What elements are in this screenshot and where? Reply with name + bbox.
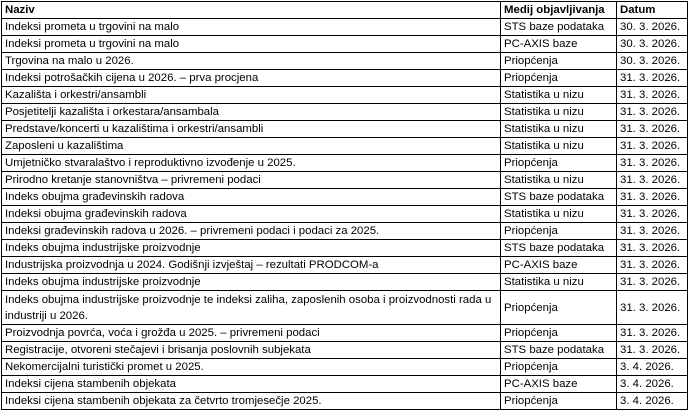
cell-medium: Priopćenja: [501, 70, 617, 87]
table-row: [2, 172, 688, 189]
cell-date: 31. 3. 2026.: [617, 257, 688, 274]
cell-date: 3. 4. 2026.: [617, 393, 688, 410]
cell-date: 30. 3. 2026.: [617, 36, 688, 53]
table-row: [2, 376, 688, 393]
cell-medium: Priopćenja: [501, 393, 617, 410]
table-row: [2, 342, 688, 359]
cell-date: 30. 3. 2026.: [617, 53, 688, 70]
cell-name: Indeksi potrošačkih cijena u 2026. – prva procjena: [2, 70, 501, 87]
cell-medium: STS baze podataka: [501, 189, 617, 206]
table-row: [2, 291, 688, 325]
cell-name: Prirodno kretanje stanovništva – privremeni podaci: [2, 172, 501, 189]
cell-medium: STS baze podataka: [501, 19, 617, 36]
table-header-row: [2, 2, 688, 19]
cell-date: 31. 3. 2026.: [617, 223, 688, 240]
cell-date: 31. 3. 2026.: [617, 155, 688, 172]
cell-name: Indeksi obujma građevinskih radova: [2, 206, 501, 223]
cell-date: 3. 4. 2026.: [617, 359, 688, 376]
cell-name: Nekomercijalni turistički promet u 2025.: [2, 359, 501, 376]
release-calendar-table: [1, 1, 688, 410]
cell-name: Indeks obujma industrijske proizvodnje: [2, 274, 501, 291]
cell-medium: STS baze podataka: [501, 342, 617, 359]
cell-name: Zaposleni u kazalištima: [2, 138, 501, 155]
cell-name: Trgovina na malo u 2026.: [2, 53, 501, 70]
table-row: [2, 104, 688, 121]
cell-name: Industrijska proizvodnja u 2024. Godišnji izvještaj – rezultati PRODCOM-a: [2, 257, 501, 274]
cell-medium: Statistika u nizu: [501, 104, 617, 121]
table-row: [2, 223, 688, 240]
table-row: [2, 87, 688, 104]
cell-name: Proizvodnja povrća, voća i grožđa u 2025. – privremeni podaci: [2, 325, 501, 342]
table-row: [2, 155, 688, 172]
table-row: [2, 274, 688, 291]
table-body: [2, 19, 688, 410]
cell-medium: Priopćenja: [501, 155, 617, 172]
table-row: [2, 138, 688, 155]
cell-date: 31. 3. 2026.: [617, 104, 688, 121]
cell-name: Kazališta i orkestri/ansambli: [2, 87, 501, 104]
cell-name: Posjetitelji kazališta i orkestara/ansambala: [2, 104, 501, 121]
cell-name: Indeks obujma građevinskih radova: [2, 189, 501, 206]
cell-date: 31. 3. 2026.: [617, 172, 688, 189]
cell-name: Umjetničko stvaralaštvo i reproduktivno izvođenje u 2025.: [2, 155, 501, 172]
cell-date: 31. 3. 2026.: [617, 274, 688, 291]
cell-medium: Statistika u nizu: [501, 138, 617, 155]
cell-name: Indeksi cijena stambenih objekata: [2, 376, 501, 393]
table-row: [2, 359, 688, 376]
cell-date: 31. 3. 2026.: [617, 291, 688, 325]
cell-medium: STS baze podataka: [501, 240, 617, 257]
cell-medium: Priopćenja: [501, 291, 617, 325]
cell-medium: PC-AXIS baze: [501, 36, 617, 53]
table-row: [2, 189, 688, 206]
cell-name: Predstave/koncerti u kazalištima i orkestri/ansambli: [2, 121, 501, 138]
table-row: [2, 257, 688, 274]
cell-medium: Priopćenja: [501, 223, 617, 240]
cell-name: Indeks obujma industrijske proizvodnje te indeksi zaliha, zaposlenih osoba i proizvodnosti rada u industriji u 2026.: [2, 291, 501, 325]
cell-date: 31. 3. 2026.: [617, 240, 688, 257]
column-header-name: Naziv: [2, 2, 501, 19]
cell-date: 31. 3. 2026.: [617, 342, 688, 359]
cell-medium: Statistika u nizu: [501, 87, 617, 104]
cell-medium: Statistika u nizu: [501, 206, 617, 223]
table-row: [2, 240, 688, 257]
column-header-medium: Medij objavljivanja: [501, 2, 617, 19]
cell-medium: Priopćenja: [501, 359, 617, 376]
cell-medium: PC-AXIS baze: [501, 257, 617, 274]
cell-date: 31. 3. 2026.: [617, 121, 688, 138]
cell-name: Indeksi prometa u trgovini na malo: [2, 36, 501, 53]
table-row: [2, 53, 688, 70]
cell-name: Indeks obujma industrijske proizvodnje: [2, 240, 501, 257]
table-row: [2, 121, 688, 138]
cell-date: 31. 3. 2026.: [617, 325, 688, 342]
cell-name: Registracije, otvoreni stečajevi i brisanja poslovnih subjekata: [2, 342, 501, 359]
cell-date: 31. 3. 2026.: [617, 138, 688, 155]
column-header-date: Datum: [617, 2, 688, 19]
cell-date: 31. 3. 2026.: [617, 87, 688, 104]
cell-name: Indeksi cijena stambenih objekata za četvrto tromjesečje 2025.: [2, 393, 501, 410]
table-row: [2, 325, 688, 342]
cell-name: Indeksi građevinskih radova u 2026. – privremeni podaci i podaci za 2025.: [2, 223, 501, 240]
cell-medium: Priopćenja: [501, 325, 617, 342]
table-row: [2, 206, 688, 223]
cell-date: 30. 3. 2026.: [617, 19, 688, 36]
cell-medium: Statistika u nizu: [501, 172, 617, 189]
cell-date: 31. 3. 2026.: [617, 206, 688, 223]
cell-date: 31. 3. 2026.: [617, 189, 688, 206]
table-row: [2, 70, 688, 87]
cell-date: 31. 3. 2026.: [617, 70, 688, 87]
cell-medium: Statistika u nizu: [501, 274, 617, 291]
table-row: [2, 19, 688, 36]
cell-medium: Statistika u nizu: [501, 121, 617, 138]
table-row: [2, 393, 688, 410]
cell-medium: PC-AXIS baze: [501, 376, 617, 393]
cell-name: Indeksi prometa u trgovini na malo: [2, 19, 501, 36]
cell-medium: Priopćenja: [501, 53, 617, 70]
cell-date: 3. 4. 2026.: [617, 376, 688, 393]
table-row: [2, 36, 688, 53]
